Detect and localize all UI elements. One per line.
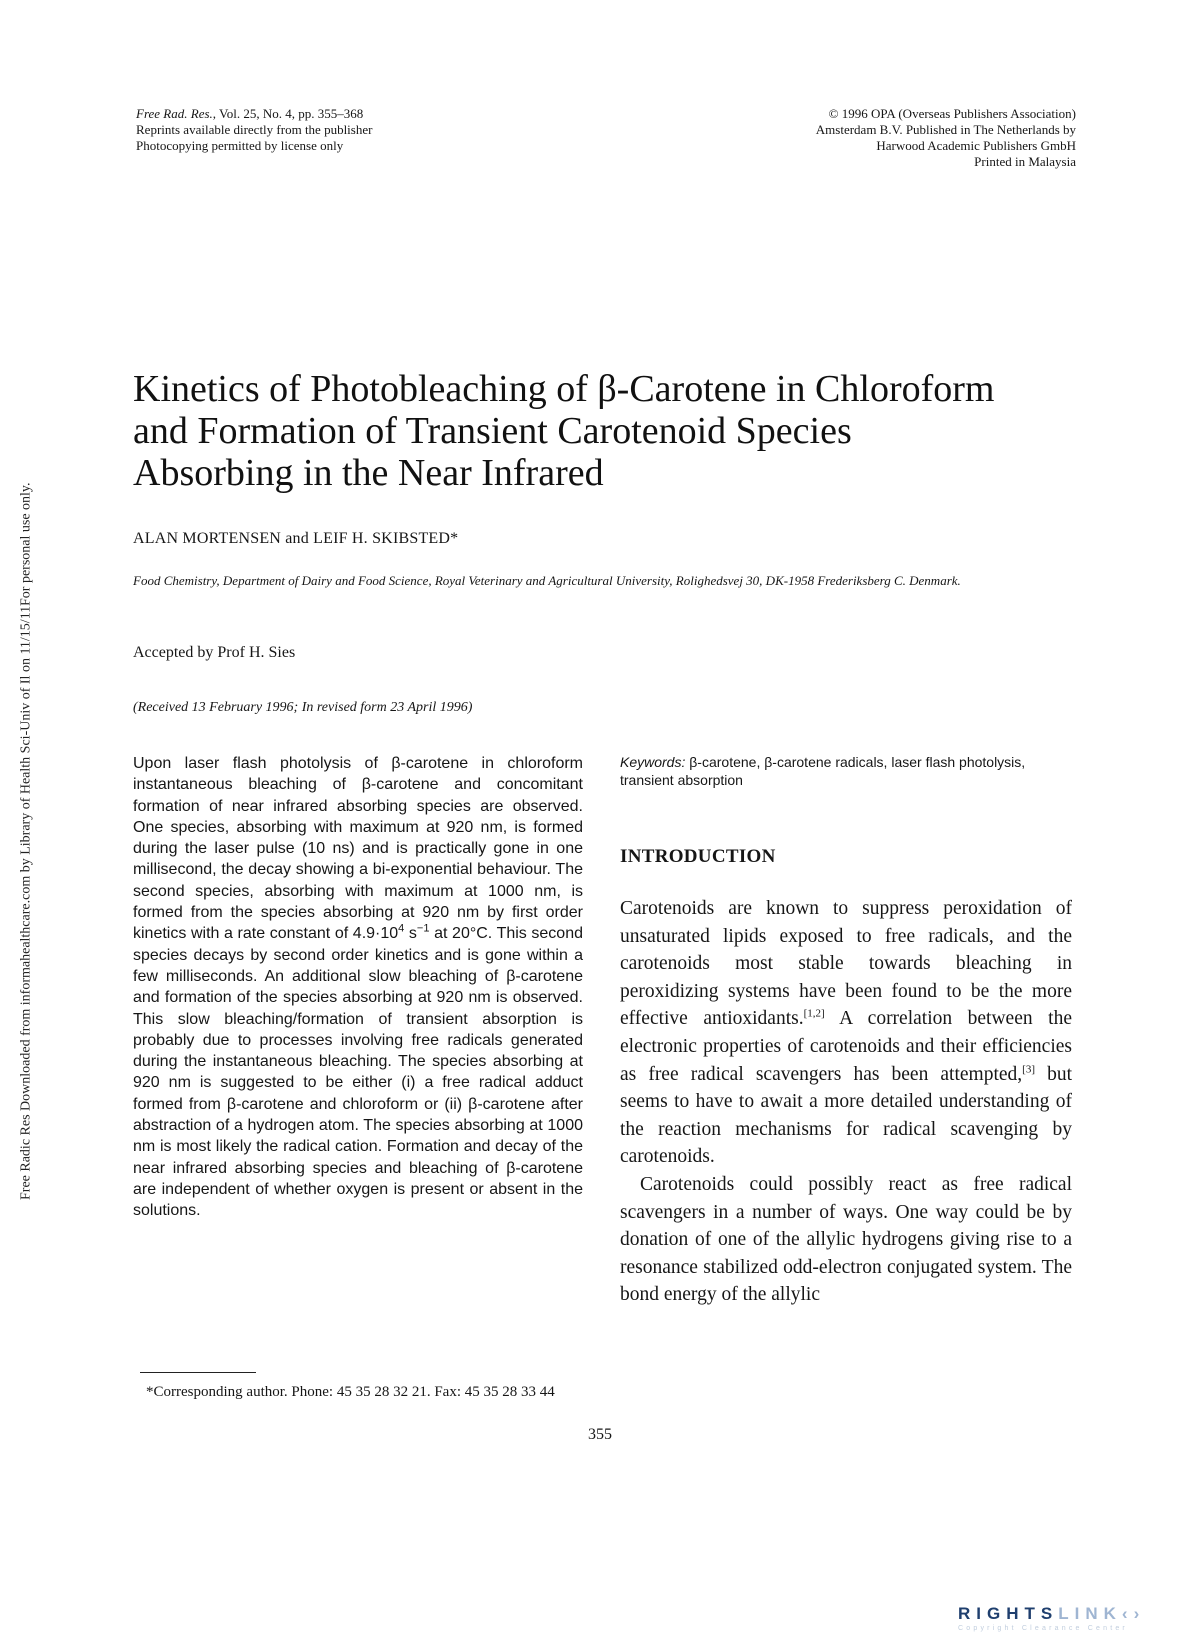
intro-paragraph: Carotenoids could possibly react as free radical scavengers in a number of ways. One way could be by donation of one of the allylic hydrogens giving rise to a resonance stabilized odd-electron conjugated system. The bond energy of the allylic [620, 1173, 1072, 1306]
article-title [133, 368, 1093, 494]
abstract-unit: s [404, 925, 417, 943]
keywords [620, 753, 1080, 789]
header-citation-line [136, 106, 596, 122]
abstract-exponent: −1 [416, 923, 430, 936]
footnote-divider [140, 1372, 256, 1373]
introduction-body [620, 895, 1072, 1309]
citation-ref: [1,2] [803, 1007, 825, 1020]
header-publisher-name-line: Harwood Academic Publishers GmbH [876, 138, 1076, 153]
abstract-exponent: 4 [398, 923, 405, 936]
header-photocopy-line: Photocopying permitted by license only [136, 138, 344, 153]
intro-text: Carotenoids are known to suppress peroxidation of unsaturated lipids exposed to free radicals, and the carotenoids most stable towards bleaching in peroxidizing systems have been found to be the more effective antioxidants. [620, 898, 1072, 1030]
accepted-by: Accepted by Prof H. Sies [133, 644, 296, 661]
journal-volume-pages: , Vol. 25, No. 4, pp. 355–368 [212, 106, 364, 121]
header-copyright-block [640, 106, 1076, 170]
page-number: 355 [588, 1426, 612, 1443]
intro-paragraph [620, 895, 1072, 1171]
abstract-text: Upon laser flash photolysis of β-carotene in chloroform instantaneous bleaching of β-carotene and concomitant formation of near infrared absorbing species are observed. One species, absorbing with maximum at 920 nm, is formed during the laser pulse (10 ns) and is practically gone in one millisecond, the decay showing a bi-exponential behaviour. The second species, absorbing with maximum at 1000 nm, is formed from the species absorbing at 920 nm by first order kinetics with a rate constant of 4.9·10 [133, 755, 583, 943]
author-affiliation: Food Chemistry, Department of Dairy and Food Science, Royal Veterinary and Agricultural University, Rolighedsvej 30, DK-1958 Frederiksberg C. Denmark. [133, 573, 961, 588]
abstract-text: at 20°C. This second species decays by second order kinetics and is gone within a few milliseconds. An additional slow bleaching of β-carotene and formation of the species absorbing at 920 nm is observed. This slow bleaching/formation of transient absorption is probably due to processes involving free radicals generated during the instantaneous bleaching. The species absorbing at 920 nm is suggested to be either (i) a free radical adduct formed from β-carotene and chloroform or (ii) β-carotene after abstraction of a hydrogen atom. The species absorbing at 1000 nm is most likely the radical cation. Formation and decay of the near infrared absorbing species and bleaching of β-carotene are independent of whether oxygen is present or absent in the solutions. [133, 925, 584, 1220]
rightslink-wordmark [958, 1604, 1164, 1624]
journal-abbrev: Free Rad. Res. [136, 106, 213, 121]
title-line: Kinetics of Photobleaching of β-Carotene in Chloroform [133, 368, 995, 410]
header-reprints-line: Reprints available directly from the publisher [136, 122, 373, 137]
title-line: Absorbing in the Near Infrared [133, 452, 604, 494]
abstract [133, 753, 583, 1222]
author-list: ALAN MORTENSEN and LEIF H. SKIBSTED* [133, 530, 459, 547]
download-watermark [6, 460, 46, 1200]
rightslink-tagline: Copyright Clearance Center [958, 1625, 1128, 1632]
header-citation-block [136, 106, 596, 154]
intro-text: A correlation between the electronic properties of carotenoids and their efficiencies as free radical scavengers has been attempted, [620, 1008, 1072, 1085]
title-line: and Formation of Transient Carotenoid Species [133, 410, 852, 452]
corresponding-author-footnote: *Corresponding author. Phone: 45 35 28 32 21. Fax: 45 35 28 33 44 [146, 1384, 555, 1400]
keywords-list: β-carotene, β-carotene radicals, laser flash photolysis, transient absorption [620, 754, 1026, 788]
personal-use-line: For personal use only. [18, 482, 34, 606]
received-dates: (Received 13 February 1996; In revised form 23 April 1996) [133, 700, 473, 715]
download-watermark-line: Free Radic Res Downloaded from informahealthcare.com by Library of Health Sci-Univ of Il on 11/15/11 [18, 605, 34, 1200]
rightslink-dark-text: RIGHTS [958, 1604, 1059, 1623]
keywords-label: Keywords: [620, 754, 686, 770]
introduction-heading: INTRODUCTION [620, 846, 776, 867]
rightslink-logo [958, 1604, 1164, 1640]
intro-text: but seems to have to await a more detailed understanding of the reaction mechanisms for radical scavenging by carotenoids. [620, 1063, 1072, 1168]
rightslink-light-text: LINK [1058, 1604, 1122, 1623]
header-publisher-line: Amsterdam B.V. Published in The Netherlands by [815, 122, 1076, 137]
citation-ref: [3] [1022, 1063, 1035, 1076]
rightslink-chevron-icon: ‹› [1121, 1604, 1146, 1623]
header-copyright-line: © 1996 OPA (Overseas Publishers Association) [828, 106, 1076, 121]
header-printed-line: Printed in Malaysia [974, 154, 1076, 169]
